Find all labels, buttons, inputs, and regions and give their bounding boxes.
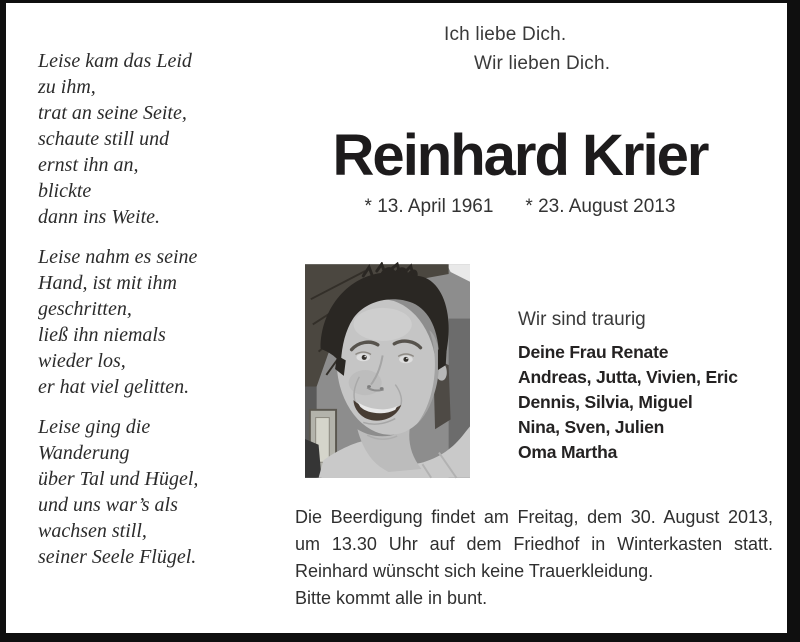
poem-line: und uns war’s als <box>38 494 178 516</box>
poem-line: seiner Seele Flügel. <box>38 546 197 568</box>
funeral-line-2: um 13.30 Uhr auf dem Friedhof in Winterkasten statt. <box>295 534 773 554</box>
poem-line: er hat viel gelitten. <box>38 376 190 398</box>
dedication-line-1: Ich liebe Dich. <box>444 24 567 45</box>
frame-border-top <box>0 0 800 3</box>
mourner-line: Dennis, Silvia, Miguel <box>518 392 693 412</box>
poem-line: Leise ging die <box>38 416 151 438</box>
poem-line: Leise kam das Leid <box>38 50 192 72</box>
poem-line: geschritten, <box>38 298 132 320</box>
poem-stanza-2 <box>38 244 268 400</box>
birth-date: * 13. April 1961 <box>364 196 494 217</box>
poem-line: über Tal und Hügel, <box>38 468 199 490</box>
mourner-line: Andreas, Jutta, Vivien, Eric <box>518 367 738 387</box>
poem-line: ließ ihn niemals <box>38 324 166 346</box>
dedication-line-2: Wir lieben Dich. <box>474 53 611 74</box>
mourners-list <box>518 340 738 465</box>
frame-border-left <box>0 0 6 642</box>
funeral-line-3: Reinhard wünscht sich keine Trauerkleidung. <box>295 561 654 581</box>
funeral-line-1: Die Beerdigung findet am Freitag, dem 30. August 2013, <box>295 507 773 527</box>
title-block <box>295 124 745 218</box>
poem-line: Leise nahm es seine <box>38 246 198 268</box>
mourner-line: Oma Martha <box>518 442 618 462</box>
poem-line: blickte <box>38 180 92 202</box>
frame-border-bottom <box>0 633 800 642</box>
death-date: * 23. August 2013 <box>525 196 676 217</box>
funeral-info <box>295 504 773 612</box>
poem-line: Hand, ist mit ihm <box>38 272 177 294</box>
mourner-line: Nina, Sven, Julien <box>518 417 665 437</box>
poem-line: Wanderung <box>38 442 130 464</box>
memorial-poem <box>38 48 268 584</box>
poem-line: schaute still und <box>38 128 170 150</box>
poem-line: wieder los, <box>38 350 126 372</box>
portrait-photo-image <box>305 262 470 480</box>
deceased-name: Reinhard Krier <box>332 123 708 188</box>
mourning-intro: Wir sind traurig <box>518 309 646 330</box>
funeral-line-4: Bitte kommt alle in bunt. <box>295 588 488 608</box>
poem-line: ernst ihn an, <box>38 154 139 176</box>
poem-line: dann ins Weite. <box>38 206 161 228</box>
frame-border-right <box>787 0 800 642</box>
mourner-line: Deine Frau Renate <box>518 342 669 362</box>
portrait-photo <box>305 262 470 480</box>
poem-line: trat an seine Seite, <box>38 102 187 124</box>
mourning-block <box>518 307 738 465</box>
poem-stanza-3 <box>38 414 268 570</box>
poem-stanza-1 <box>38 48 268 230</box>
life-dates <box>295 196 745 218</box>
poem-line: zu ihm, <box>38 76 96 98</box>
poem-line: wachsen still, <box>38 520 147 542</box>
